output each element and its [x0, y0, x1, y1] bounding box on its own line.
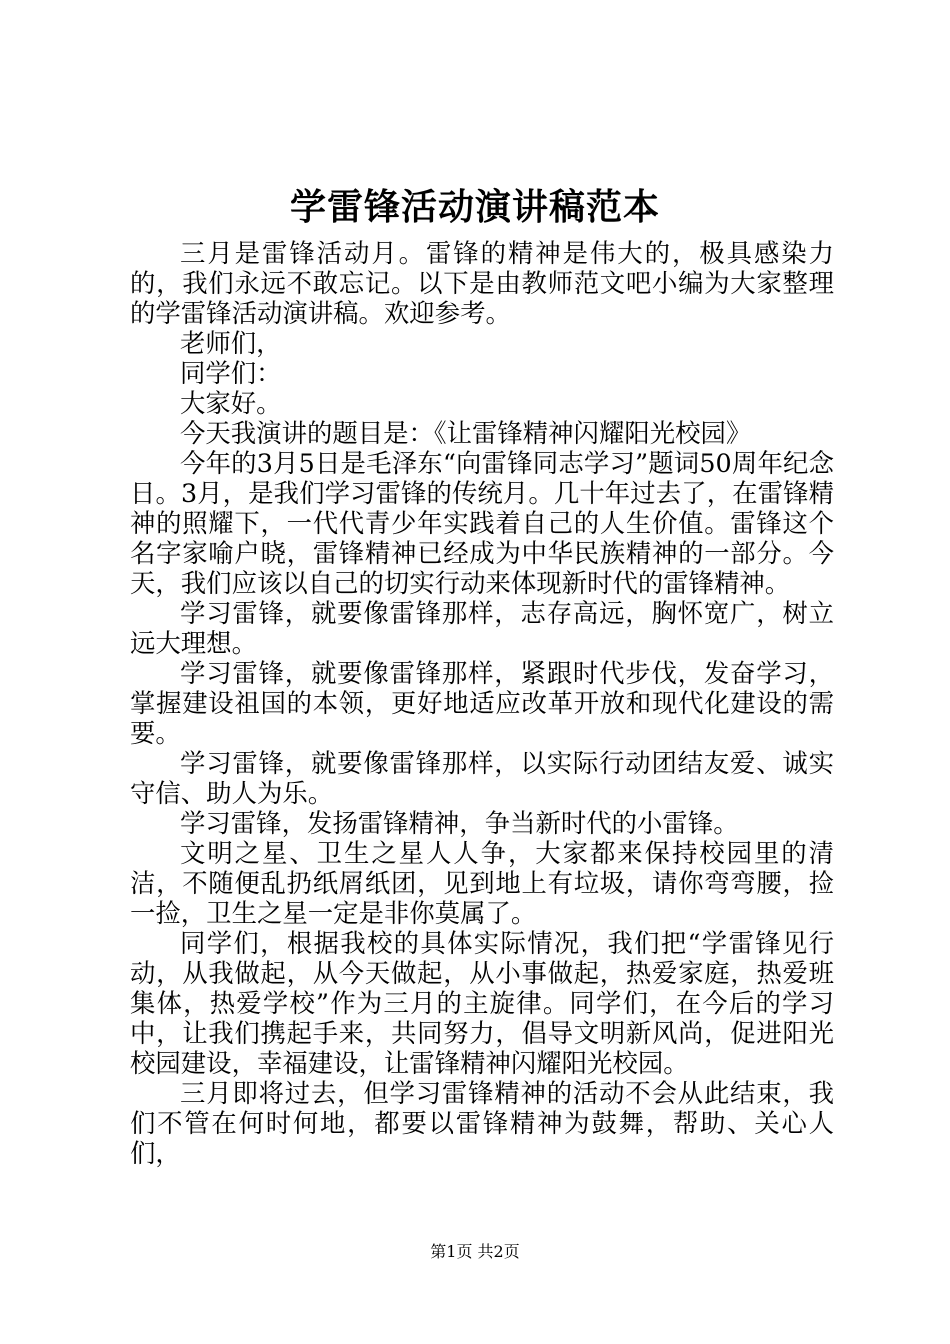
paragraph: 学习雷锋，就要像雷锋那样，志存高远，胸怀宽广，树立远大理想。 — [130, 598, 834, 658]
paragraph: 今天我演讲的题目是：《让雷锋精神闪耀阳光校园》 — [180, 418, 752, 448]
paragraph: 学习雷锋，发扬雷锋精神，争当新时代的小雷锋。 — [180, 808, 739, 838]
page-footer: 第1页 共2页 — [430, 1242, 520, 1261]
paragraph: 三月即将过去，但学习雷锋精神的活动不会从此结束，我们不管在何时何地，都要以雷锋精神为鼓舞，帮助、关心人们， — [130, 1078, 834, 1168]
paragraph: 学习雷锋，就要像雷锋那样，以实际行动团结友爱、诚实守信、助人为乐。 — [130, 748, 834, 808]
document-title: 学雷锋活动演讲稿范本 — [289, 187, 660, 228]
paragraph: 三月是雷锋活动月。雷锋的精神是伟大的，极具感染力的，我们永远不敢忘记。以下是由教师范文吧小编为大家整理的学雷锋活动演讲稿。欢迎参考。 — [130, 238, 834, 328]
paragraph: 学习雷锋，就要像雷锋那样，紧跟时代步伐，发奋学习，掌握建设祖国的本领，更好地适应改革开放和现代化建设的需要。 — [130, 658, 834, 748]
paragraph: 今年的3月5日是毛泽东“向雷锋同志学习”题词50周年纪念日。3月，是我们学习雷锋的传统月。几十年过去了，在雷锋精神的照耀下，一代代青少年实践着自己的人生价值。雷锋这个名字家喻户晓，雷锋精神已经成为中华民族精神的一部分。今天，我们应该以自己的切实行动来体现新时代的雷锋精神。 — [130, 448, 834, 598]
paragraph: 大家好。 — [180, 388, 282, 418]
paragraph: 老师们， — [180, 328, 282, 358]
paragraph: 同学们： — [180, 358, 282, 388]
paragraph: 文明之星、卫生之星人人争，大家都来保持校园里的清洁，不随便乱扔纸屑纸团，见到地上有垃圾，请你弯弯腰，捡一捡，卫生之星一定是非你莫属了。 — [130, 838, 834, 928]
document-body — [130, 238, 834, 1168]
paragraph: 同学们，根据我校的具体实际情况，我们把“学雷锋见行动，从我做起，从今天做起，从小事做起，热爱家庭，热爱班集体，热爱学校”作为三月的主旋律。同学们，在今后的学习中，让我们携起手来，共同努力，倡导文明新风尚，促进阳光校园建设，幸福建设，让雷锋精神闪耀阳光校园。 — [130, 928, 834, 1078]
